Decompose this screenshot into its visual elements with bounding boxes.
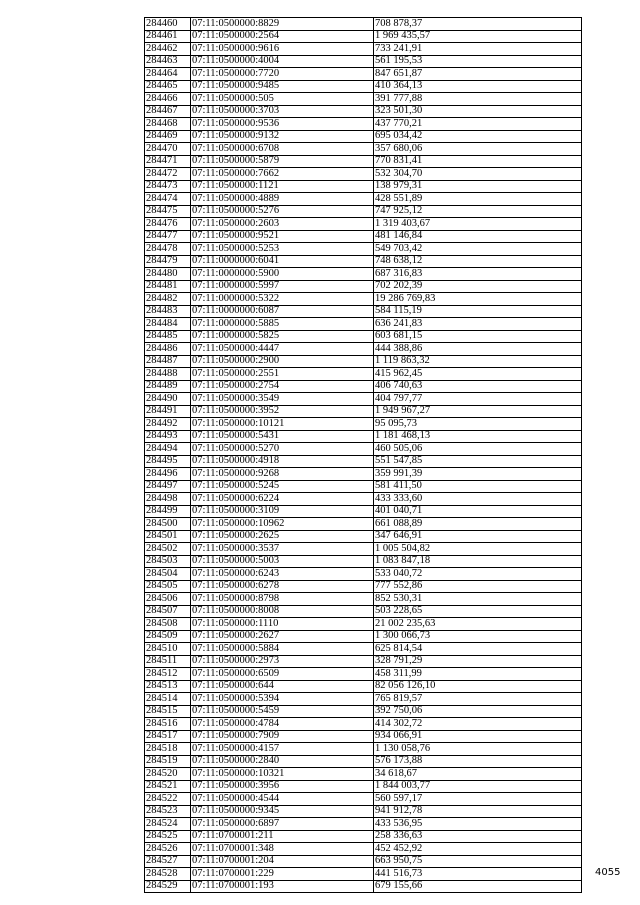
value-cell: 428 551,89 xyxy=(374,193,582,206)
table-row xyxy=(145,818,582,831)
value-cell: 1 005 504,82 xyxy=(374,543,582,556)
row-id-cell: 284514 xyxy=(145,693,191,706)
table-row xyxy=(145,630,582,643)
value-cell: 95 095,73 xyxy=(374,418,582,431)
value-cell: 138 979,31 xyxy=(374,180,582,193)
value-cell: 406 740,63 xyxy=(374,380,582,393)
value-cell: 347 646,91 xyxy=(374,530,582,543)
cadastral-number-cell: 07:11:0500000:4889 xyxy=(191,193,374,206)
cadastral-number-cell: 07:11:0000000:5885 xyxy=(191,318,374,331)
row-id-cell: 284486 xyxy=(145,343,191,356)
cadastral-number-cell: 07:11:0500000:9536 xyxy=(191,118,374,131)
table-row xyxy=(145,730,582,743)
value-cell: 1 083 847,18 xyxy=(374,555,582,568)
cadastral-number-cell: 07:11:0500000:2973 xyxy=(191,655,374,668)
cadastral-number-cell: 07:11:0500000:10321 xyxy=(191,768,374,781)
table-row xyxy=(145,205,582,218)
table-row xyxy=(145,668,582,681)
cadastral-number-cell: 07:11:0000000:5997 xyxy=(191,280,374,293)
cadastral-number-cell: 07:11:0500000:2754 xyxy=(191,380,374,393)
value-cell: 392 750,06 xyxy=(374,705,582,718)
cadastral-number-cell: 07:11:0500000:9485 xyxy=(191,80,374,93)
cadastral-number-cell: 07:11:0500000:2564 xyxy=(191,30,374,43)
table-row xyxy=(145,518,582,531)
value-cell: 328 791,29 xyxy=(374,655,582,668)
cadastral-number-cell: 07:11:0500000:1110 xyxy=(191,618,374,631)
cadastral-number-cell: 07:11:0500000:8008 xyxy=(191,605,374,618)
value-cell: 323 501,30 xyxy=(374,105,582,118)
cadastral-number-cell: 07:11:0500000:4544 xyxy=(191,793,374,806)
cadastral-number-cell: 07:11:0500000:4447 xyxy=(191,343,374,356)
row-id-cell: 284477 xyxy=(145,230,191,243)
table-body xyxy=(145,18,582,893)
row-id-cell: 284465 xyxy=(145,80,191,93)
value-cell: 636 241,83 xyxy=(374,318,582,331)
value-cell: 603 681,15 xyxy=(374,330,582,343)
cadastral-number-cell: 07:11:0500000:3549 xyxy=(191,393,374,406)
value-cell: 663 950,75 xyxy=(374,855,582,868)
cadastral-number-cell: 07:11:0500000:8798 xyxy=(191,593,374,606)
row-id-cell: 284482 xyxy=(145,293,191,306)
table-row xyxy=(145,118,582,131)
value-cell: 433 333,60 xyxy=(374,493,582,506)
value-cell: 460 505,06 xyxy=(374,443,582,456)
cadastral-number-cell: 07:11:0500000:9268 xyxy=(191,468,374,481)
row-id-cell: 284527 xyxy=(145,855,191,868)
value-cell: 359 991,39 xyxy=(374,468,582,481)
value-cell: 532 304,70 xyxy=(374,168,582,181)
row-id-cell: 284494 xyxy=(145,443,191,456)
row-id-cell: 284479 xyxy=(145,255,191,268)
cadastral-number-cell: 07:11:0500000:5003 xyxy=(191,555,374,568)
value-cell: 415 962,45 xyxy=(374,368,582,381)
value-cell: 533 040,72 xyxy=(374,568,582,581)
value-cell: 410 364,13 xyxy=(374,80,582,93)
table-row xyxy=(145,80,582,93)
row-id-cell: 284491 xyxy=(145,405,191,418)
cadastral-number-cell: 07:11:0700001:193 xyxy=(191,880,374,893)
table-row xyxy=(145,393,582,406)
data-table xyxy=(144,17,582,893)
table-row xyxy=(145,705,582,718)
cadastral-number-cell: 07:11:0000000:6041 xyxy=(191,255,374,268)
cadastral-number-cell: 07:11:0500000:2603 xyxy=(191,218,374,231)
table-row xyxy=(145,105,582,118)
value-cell: 503 228,65 xyxy=(374,605,582,618)
table-row xyxy=(145,293,582,306)
table-row xyxy=(145,618,582,631)
value-cell: 444 388,86 xyxy=(374,343,582,356)
cadastral-number-cell: 07:11:0500000:9616 xyxy=(191,43,374,56)
cadastral-number-cell: 07:11:0500000:6897 xyxy=(191,818,374,831)
value-cell: 765 819,57 xyxy=(374,693,582,706)
cadastral-number-cell: 07:11:0500000:644 xyxy=(191,680,374,693)
value-cell: 258 336,63 xyxy=(374,830,582,843)
cadastral-number-cell: 07:11:0500000:5270 xyxy=(191,443,374,456)
cadastral-number-cell: 07:11:0500000:4157 xyxy=(191,743,374,756)
table-row xyxy=(145,280,582,293)
row-id-cell: 284490 xyxy=(145,393,191,406)
cadastral-number-cell: 07:11:0500000:5245 xyxy=(191,480,374,493)
row-id-cell: 284496 xyxy=(145,468,191,481)
row-id-cell: 284528 xyxy=(145,868,191,881)
cadastral-number-cell: 07:11:0500000:2627 xyxy=(191,630,374,643)
row-id-cell: 284485 xyxy=(145,330,191,343)
row-id-cell: 284508 xyxy=(145,618,191,631)
row-id-cell: 284507 xyxy=(145,605,191,618)
cadastral-number-cell: 07:11:0500000:4004 xyxy=(191,55,374,68)
row-id-cell: 284463 xyxy=(145,55,191,68)
row-id-cell: 284523 xyxy=(145,805,191,818)
cadastral-number-cell: 07:11:0700001:204 xyxy=(191,855,374,868)
table-row xyxy=(145,355,582,368)
table-row xyxy=(145,343,582,356)
cadastral-number-cell: 07:11:0500000:10962 xyxy=(191,518,374,531)
value-cell: 934 066,91 xyxy=(374,730,582,743)
value-cell: 19 286 769,83 xyxy=(374,293,582,306)
table-row xyxy=(145,30,582,43)
row-id-cell: 284462 xyxy=(145,43,191,56)
cadastral-number-cell: 07:11:0500000:7909 xyxy=(191,730,374,743)
table-row xyxy=(145,743,582,756)
cadastral-number-cell: 07:11:0500000:9521 xyxy=(191,230,374,243)
table-row xyxy=(145,805,582,818)
cadastral-number-cell: 07:11:0500000:7662 xyxy=(191,168,374,181)
value-cell: 414 302,72 xyxy=(374,718,582,731)
table-row xyxy=(145,430,582,443)
table-row xyxy=(145,143,582,156)
table-row xyxy=(145,418,582,431)
value-cell: 733 241,91 xyxy=(374,43,582,56)
table-row xyxy=(145,305,582,318)
value-cell: 481 146,84 xyxy=(374,230,582,243)
cadastral-number-cell: 07:11:0000000:5825 xyxy=(191,330,374,343)
cadastral-number-cell: 07:11:0500000:3109 xyxy=(191,505,374,518)
value-cell: 458 311,99 xyxy=(374,668,582,681)
row-id-cell: 284506 xyxy=(145,593,191,606)
table-row xyxy=(145,330,582,343)
value-cell: 401 040,71 xyxy=(374,505,582,518)
row-id-cell: 284460 xyxy=(145,18,191,31)
row-id-cell: 284487 xyxy=(145,355,191,368)
table-row xyxy=(145,180,582,193)
value-cell: 437 770,21 xyxy=(374,118,582,131)
cadastral-number-cell: 07:11:0500000:5884 xyxy=(191,643,374,656)
row-id-cell: 284498 xyxy=(145,493,191,506)
row-id-cell: 284483 xyxy=(145,305,191,318)
table-row xyxy=(145,555,582,568)
row-id-cell: 284473 xyxy=(145,180,191,193)
cadastral-number-cell: 07:11:0500000:5253 xyxy=(191,243,374,256)
table-row xyxy=(145,493,582,506)
row-id-cell: 284519 xyxy=(145,755,191,768)
value-cell: 561 195,53 xyxy=(374,55,582,68)
cadastral-number-cell: 07:11:0500000:2900 xyxy=(191,355,374,368)
row-id-cell: 284517 xyxy=(145,730,191,743)
value-cell: 441 516,73 xyxy=(374,868,582,881)
value-cell: 1 844 003,77 xyxy=(374,780,582,793)
table-row xyxy=(145,480,582,493)
row-id-cell: 284469 xyxy=(145,130,191,143)
value-cell: 82 056 126,10 xyxy=(374,680,582,693)
row-id-cell: 284478 xyxy=(145,243,191,256)
table-row xyxy=(145,855,582,868)
cadastral-number-cell: 07:11:0500000:3537 xyxy=(191,543,374,556)
cadastral-number-cell: 07:11:0500000:4784 xyxy=(191,718,374,731)
table-row xyxy=(145,368,582,381)
row-id-cell: 284471 xyxy=(145,155,191,168)
row-id-cell: 284470 xyxy=(145,143,191,156)
table-row xyxy=(145,580,582,593)
cadastral-number-cell: 07:11:0500000:5431 xyxy=(191,430,374,443)
row-id-cell: 284497 xyxy=(145,480,191,493)
table-row xyxy=(145,55,582,68)
row-id-cell: 284480 xyxy=(145,268,191,281)
value-cell: 852 530,31 xyxy=(374,593,582,606)
table-row xyxy=(145,43,582,56)
table-row xyxy=(145,680,582,693)
value-cell: 34 618,67 xyxy=(374,768,582,781)
row-id-cell: 284500 xyxy=(145,518,191,531)
row-id-cell: 284502 xyxy=(145,543,191,556)
table-row xyxy=(145,68,582,81)
cadastral-number-cell: 07:11:0500000:6278 xyxy=(191,580,374,593)
row-id-cell: 284495 xyxy=(145,455,191,468)
row-id-cell: 284524 xyxy=(145,818,191,831)
table-row xyxy=(145,780,582,793)
row-id-cell: 284492 xyxy=(145,418,191,431)
row-id-cell: 284520 xyxy=(145,768,191,781)
table-row xyxy=(145,230,582,243)
value-cell: 1 300 066,73 xyxy=(374,630,582,643)
row-id-cell: 284481 xyxy=(145,280,191,293)
table-row xyxy=(145,380,582,393)
row-id-cell: 284526 xyxy=(145,843,191,856)
value-cell: 433 536,95 xyxy=(374,818,582,831)
cadastral-number-cell: 07:11:0500000:5276 xyxy=(191,205,374,218)
table-row xyxy=(145,168,582,181)
table-row xyxy=(145,768,582,781)
value-cell: 584 115,19 xyxy=(374,305,582,318)
value-cell: 560 597,17 xyxy=(374,793,582,806)
cadastral-number-cell: 07:11:0500000:6708 xyxy=(191,143,374,156)
cadastral-number-cell: 07:11:0500000:9132 xyxy=(191,130,374,143)
table-row xyxy=(145,543,582,556)
row-id-cell: 284513 xyxy=(145,680,191,693)
cadastral-number-cell: 07:11:0500000:5394 xyxy=(191,693,374,706)
value-cell: 695 034,42 xyxy=(374,130,582,143)
row-id-cell: 284464 xyxy=(145,68,191,81)
cadastral-number-cell: 07:11:0500000:9345 xyxy=(191,805,374,818)
value-cell: 21 002 235,63 xyxy=(374,618,582,631)
table-row xyxy=(145,793,582,806)
cadastral-number-cell: 07:11:0700001:211 xyxy=(191,830,374,843)
value-cell: 576 173,88 xyxy=(374,755,582,768)
value-cell: 941 912,78 xyxy=(374,805,582,818)
row-id-cell: 284521 xyxy=(145,780,191,793)
value-cell: 847 651,87 xyxy=(374,68,582,81)
value-cell: 679 155,66 xyxy=(374,880,582,893)
table-row xyxy=(145,455,582,468)
cadastral-number-cell: 07:11:0500000:6243 xyxy=(191,568,374,581)
table-row xyxy=(145,155,582,168)
table-row xyxy=(145,655,582,668)
row-id-cell: 284468 xyxy=(145,118,191,131)
table-row xyxy=(145,568,582,581)
cadastral-number-cell: 07:11:0500000:1121 xyxy=(191,180,374,193)
row-id-cell: 284518 xyxy=(145,743,191,756)
table-row xyxy=(145,18,582,31)
value-cell: 687 316,83 xyxy=(374,268,582,281)
table-row xyxy=(145,93,582,106)
value-cell: 777 552,86 xyxy=(374,580,582,593)
table-row xyxy=(145,693,582,706)
row-id-cell: 284467 xyxy=(145,105,191,118)
value-cell: 391 777,88 xyxy=(374,93,582,106)
cadastral-number-cell: 07:11:0500000:2625 xyxy=(191,530,374,543)
row-id-cell: 284476 xyxy=(145,218,191,231)
value-cell: 747 925,12 xyxy=(374,205,582,218)
table-row xyxy=(145,268,582,281)
value-cell: 551 547,85 xyxy=(374,455,582,468)
table-row xyxy=(145,718,582,731)
row-id-cell: 284511 xyxy=(145,655,191,668)
value-cell: 770 831,41 xyxy=(374,155,582,168)
row-id-cell: 284522 xyxy=(145,793,191,806)
table-row xyxy=(145,443,582,456)
table-row xyxy=(145,405,582,418)
cadastral-number-cell: 07:11:0500000:5459 xyxy=(191,705,374,718)
cadastral-number-cell: 07:11:0500000:3703 xyxy=(191,105,374,118)
cadastral-number-cell: 07:11:0500000:2551 xyxy=(191,368,374,381)
value-cell: 708 878,37 xyxy=(374,18,582,31)
table-row xyxy=(145,830,582,843)
row-id-cell: 284489 xyxy=(145,380,191,393)
cadastral-number-cell: 07:11:0700001:229 xyxy=(191,868,374,881)
cadastral-number-cell: 07:11:0500000:10121 xyxy=(191,418,374,431)
table-row xyxy=(145,643,582,656)
row-id-cell: 284516 xyxy=(145,718,191,731)
row-id-cell: 284484 xyxy=(145,318,191,331)
cadastral-number-cell: 07:11:0500000:2840 xyxy=(191,755,374,768)
cadastral-number-cell: 07:11:0700001:348 xyxy=(191,843,374,856)
value-cell: 702 202,39 xyxy=(374,280,582,293)
value-cell: 748 638,12 xyxy=(374,255,582,268)
table-row xyxy=(145,605,582,618)
row-id-cell: 284509 xyxy=(145,630,191,643)
value-cell: 1 130 058,76 xyxy=(374,743,582,756)
row-id-cell: 284499 xyxy=(145,505,191,518)
table-row xyxy=(145,218,582,231)
table-row xyxy=(145,243,582,256)
row-id-cell: 284504 xyxy=(145,568,191,581)
table-row xyxy=(145,530,582,543)
value-cell: 1 949 967,27 xyxy=(374,405,582,418)
table-row xyxy=(145,593,582,606)
row-id-cell: 284512 xyxy=(145,668,191,681)
value-cell: 357 680,06 xyxy=(374,143,582,156)
value-cell: 581 411,50 xyxy=(374,480,582,493)
row-id-cell: 284529 xyxy=(145,880,191,893)
table-row xyxy=(145,130,582,143)
value-cell: 625 814,54 xyxy=(374,643,582,656)
cadastral-number-cell: 07:11:0500000:6509 xyxy=(191,668,374,681)
table-row xyxy=(145,468,582,481)
row-id-cell: 284488 xyxy=(145,368,191,381)
cadastral-number-cell: 07:11:0500000:3956 xyxy=(191,780,374,793)
row-id-cell: 284525 xyxy=(145,830,191,843)
table-row xyxy=(145,755,582,768)
value-cell: 1 969 435,57 xyxy=(374,30,582,43)
row-id-cell: 284503 xyxy=(145,555,191,568)
value-cell: 1 181 468,13 xyxy=(374,430,582,443)
value-cell: 661 088,89 xyxy=(374,518,582,531)
row-id-cell: 284466 xyxy=(145,93,191,106)
row-id-cell: 284510 xyxy=(145,643,191,656)
cadastral-number-cell: 07:11:0000000:6087 xyxy=(191,305,374,318)
table-row xyxy=(145,880,582,893)
row-id-cell: 284501 xyxy=(145,530,191,543)
cadastral-number-cell: 07:11:0500000:6224 xyxy=(191,493,374,506)
value-cell: 549 703,42 xyxy=(374,243,582,256)
value-cell: 1 119 863,32 xyxy=(374,355,582,368)
row-id-cell: 284493 xyxy=(145,430,191,443)
row-id-cell: 284472 xyxy=(145,168,191,181)
value-cell: 404 797,77 xyxy=(374,393,582,406)
cadastral-number-cell: 07:11:0500000:7720 xyxy=(191,68,374,81)
table-row xyxy=(145,505,582,518)
row-id-cell: 284474 xyxy=(145,193,191,206)
cadastral-number-cell: 07:11:0000000:5322 xyxy=(191,293,374,306)
cadastral-number-cell: 07:11:0500000:3952 xyxy=(191,405,374,418)
page-number: 4055 xyxy=(595,867,621,878)
cadastral-number-cell: 07:11:0500000:4918 xyxy=(191,455,374,468)
value-cell: 452 452,92 xyxy=(374,843,582,856)
cadastral-number-cell: 07:11:0500000:5879 xyxy=(191,155,374,168)
cadastral-number-cell: 07:11:0500000:8829 xyxy=(191,18,374,31)
table-row xyxy=(145,193,582,206)
cadastral-number-cell: 07:11:0000000:5900 xyxy=(191,268,374,281)
cadastral-number-cell: 07:11:0500000:505 xyxy=(191,93,374,106)
table-row xyxy=(145,868,582,881)
table-row xyxy=(145,318,582,331)
row-id-cell: 284461 xyxy=(145,30,191,43)
table-row xyxy=(145,255,582,268)
value-cell: 1 319 403,67 xyxy=(374,218,582,231)
table-row xyxy=(145,843,582,856)
row-id-cell: 284505 xyxy=(145,580,191,593)
row-id-cell: 284515 xyxy=(145,705,191,718)
row-id-cell: 284475 xyxy=(145,205,191,218)
